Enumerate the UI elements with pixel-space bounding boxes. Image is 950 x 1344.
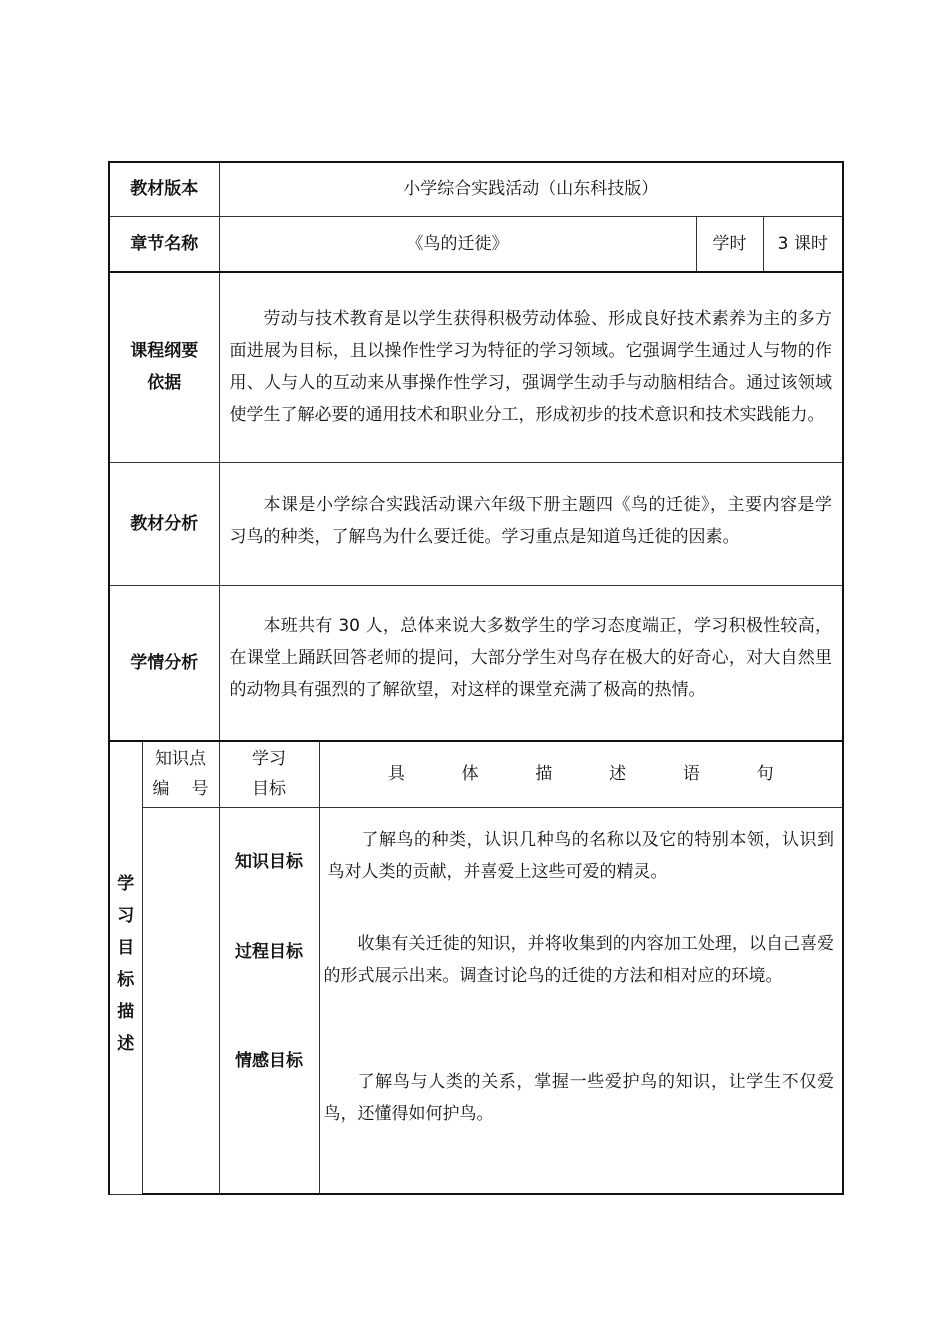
side-label-char: 学 <box>117 874 135 894</box>
curriculum-basis-text: 劳动与技术教育是以学生获得积极劳动体验、形成良好技术素养为主的多方面进展为目标，且以操作性学习为特征的学习领域。它强调学生通过人与物的作用、人与人的互动来从事操作性学习，强调学生动手与动脑相结合。通过该领域使学生了解必要的通用技术和职业分工，形成初步的技术意识和技术实践能力。 <box>229 309 832 425</box>
curriculum-basis-label-line2: 依据 <box>147 373 182 394</box>
knowledge-point-header-line1: 知识点 <box>155 749 206 770</box>
goal-text-knowledge: 了解鸟的种类，认识几种鸟的名称以及它的特别本领，认识到鸟对人类的贡献，并喜爱上这些可爱的精灵。 <box>327 829 834 882</box>
hours-value: 3 课时 <box>763 216 843 272</box>
goal-descriptions-cell <box>319 807 843 1194</box>
student-analysis-text: 本班共有 30 人，总体来说大多数学生的学习态度端正，学习积极性较高，在课堂上踊跃回答老师的提问，大部分学生对鸟存在极大的好奇心，对大自然里的动物具有强烈的了解欲望，对这样的课堂充满了极高的热情。 <box>229 615 832 700</box>
goal-text-process: 收集有关迁徙的知识，并将收集到的内容加工处理，以自己喜爱的形式展示出来。调查讨论鸟的迁徙的方法和相对应的环境。 <box>323 933 834 986</box>
textbook-version-value: 小学综合实践活动（山东科技版） <box>219 162 843 216</box>
side-label-char: 习 <box>117 906 135 926</box>
lesson-plan-table <box>108 161 844 1195</box>
goal-header <box>219 741 319 807</box>
goal-label-knowledge: 知识目标 <box>235 851 303 872</box>
knowledge-point-header-char: 号 <box>191 779 209 800</box>
hours-label: 学时 <box>696 216 763 272</box>
textbook-version-label: 教材版本 <box>109 162 219 216</box>
knowledge-point-cell <box>142 807 219 1194</box>
textbook-analysis-label: 教材分析 <box>109 462 219 585</box>
row-student-analysis <box>109 585 843 741</box>
chapter-label: 章节名称 <box>109 216 219 272</box>
knowledge-point-header <box>142 741 219 807</box>
row-textbook-analysis <box>109 462 843 585</box>
description-header-char: 述 <box>609 764 627 785</box>
textbook-analysis-text: 本课是小学综合实践活动课六年级下册主题四《鸟的迁徙》，主要内容是学习鸟的种类，了解鸟为什么要迁徙。学习重点是知道鸟迁徙的因素。 <box>229 494 832 547</box>
row-objectives-body <box>109 807 843 1194</box>
curriculum-basis-label <box>109 272 219 462</box>
side-label-char: 目 <box>117 938 135 958</box>
goal-header-line2: 目标 <box>252 779 286 800</box>
row-chapter <box>109 216 843 272</box>
objectives-side-label <box>109 741 142 1194</box>
row-textbook-version <box>109 162 843 216</box>
description-header-char: 句 <box>756 764 774 785</box>
description-header <box>319 741 843 807</box>
row-curriculum-basis <box>109 272 843 462</box>
goal-text-emotion: 了解鸟与人类的关系，掌握一些爱护鸟的知识，让学生不仅爱鸟，还懂得如何护鸟。 <box>323 1071 834 1124</box>
curriculum-basis-label-line1: 课程纲要 <box>130 341 199 362</box>
goal-label-emotion: 情感目标 <box>235 1050 303 1071</box>
goal-header-line1: 学习 <box>252 749 286 770</box>
student-analysis-label: 学情分析 <box>109 585 219 741</box>
description-header-char: 描 <box>535 764 553 785</box>
side-label-char: 述 <box>117 1034 135 1054</box>
row-objectives-header <box>109 741 843 807</box>
description-header-char: 体 <box>461 764 479 785</box>
chapter-value: 《鸟的迁徙》 <box>219 216 696 272</box>
side-label-char: 标 <box>117 970 135 990</box>
description-header-char: 语 <box>682 764 700 785</box>
goal-label-process: 过程目标 <box>235 941 303 962</box>
knowledge-point-header-char: 编 <box>152 779 170 800</box>
description-header-char: 具 <box>387 764 405 785</box>
goal-labels-cell <box>219 807 319 1194</box>
side-label-char: 描 <box>117 1002 135 1022</box>
